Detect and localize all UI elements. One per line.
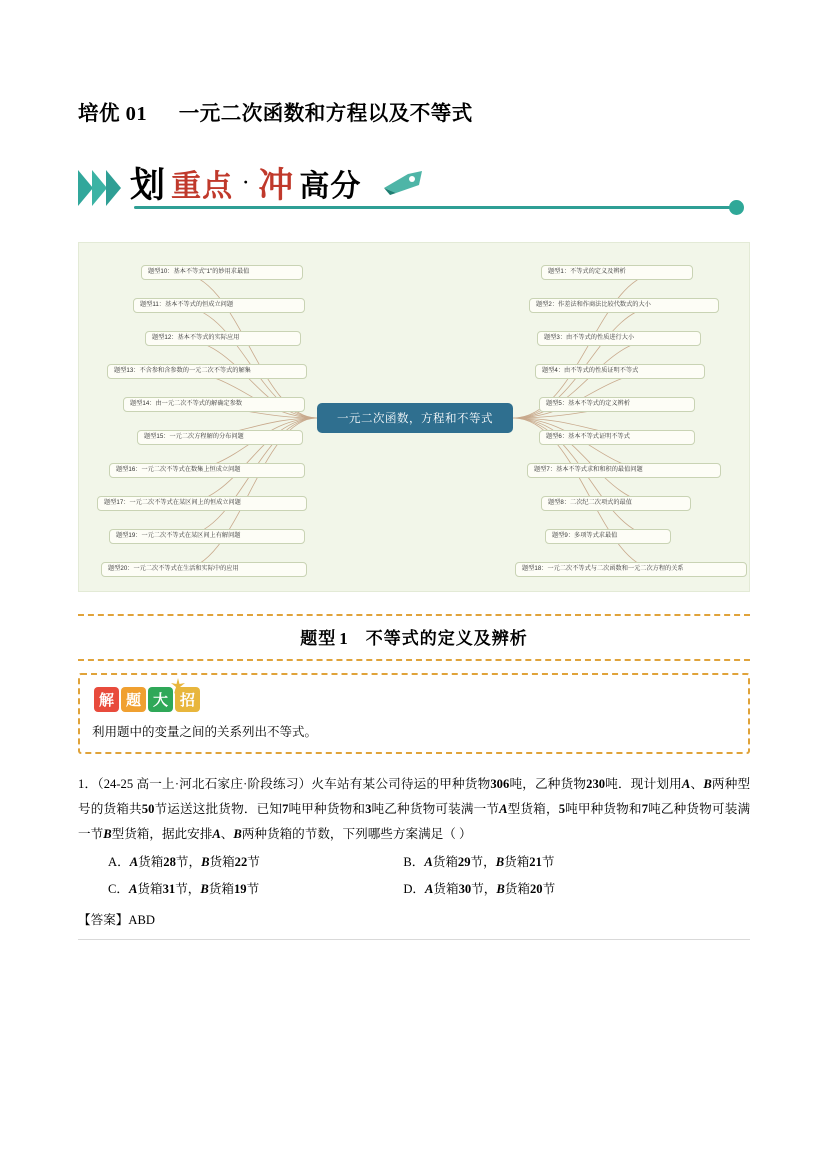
question-text-10: 吨甲种货物和 bbox=[565, 801, 642, 816]
tip-badge-char-3: 大 bbox=[148, 687, 173, 712]
question-text-5: 两种型号的货箱共 bbox=[78, 776, 751, 816]
question-var-a-3: A bbox=[212, 827, 221, 842]
option-a-num1: 28 bbox=[163, 855, 176, 870]
question-source: （24-25 高一上·河北石家庄·阶段练习） bbox=[97, 776, 312, 791]
option-b-tag: B． bbox=[403, 855, 425, 870]
question-num-306: 306 bbox=[490, 776, 510, 791]
option-b-mid1: 货箱 bbox=[432, 855, 458, 870]
section-name: 不等式的定义及辨析 bbox=[365, 629, 528, 648]
option-a-num2: 22 bbox=[234, 855, 248, 870]
question-text-6: 节运送这批货物．已知 bbox=[154, 801, 283, 816]
banner-word-3: 冲 bbox=[258, 165, 295, 206]
options-list bbox=[78, 849, 750, 902]
mindmap-node-right-8: 题型8：二次纪二次项式的最值 bbox=[541, 496, 691, 511]
title-label: 培优 01 bbox=[78, 103, 148, 125]
option-row bbox=[78, 876, 750, 902]
mindmap-node-right-1: 题型1：不等式的定义及辨析 bbox=[541, 265, 693, 280]
mindmap-center-node: 一元二次函数，方程和不等式 bbox=[317, 403, 513, 433]
option-c-var2: B bbox=[200, 881, 209, 896]
question-var-a-1: A bbox=[681, 776, 691, 791]
tip-badge-char-2: 题 bbox=[121, 687, 146, 712]
mindmap-node-left-7: 题型16：一元二次不等式在数集上恒成立问题 bbox=[109, 463, 305, 478]
option-c-mid2: 货箱 bbox=[208, 881, 234, 896]
option-c-num1: 31 bbox=[162, 881, 176, 896]
option-d-num2: 20 bbox=[529, 881, 543, 896]
option-d[interactable] bbox=[403, 876, 698, 902]
banner-word-2: 重点 bbox=[171, 169, 234, 204]
mindmap-node-right-10: 题型18：一元二次不等式与二次函数和一元二次方程的关系 bbox=[515, 562, 747, 577]
tip-text: 利用题中的变量之间的关系列出不等式。 bbox=[92, 725, 318, 739]
question-var-b-3: B bbox=[233, 827, 242, 842]
mindmap-node-left-2: 题型11：基本不等式的恒成立问题 bbox=[133, 298, 305, 313]
question-num-230: 230 bbox=[586, 776, 606, 791]
mindmap-node-right-2: 题型2：作差法和作商法比较代数式的大小 bbox=[529, 298, 719, 313]
option-a-unit2: 节 bbox=[247, 855, 260, 870]
question-num-5: 5 bbox=[558, 801, 565, 816]
mindmap-node-right-9: 题型9：多项等式求最值 bbox=[545, 529, 671, 544]
option-d-num1: 30 bbox=[458, 881, 472, 896]
option-c-tag: C． bbox=[108, 881, 129, 896]
decorative-banner bbox=[78, 154, 750, 220]
option-b-mid2: 货箱 bbox=[504, 855, 530, 870]
option-d-var1: A bbox=[425, 881, 434, 896]
option-a-unit1: 节， bbox=[175, 855, 202, 870]
option-a-tag: A． bbox=[108, 855, 130, 870]
question-var-a-2: A bbox=[499, 801, 508, 816]
question-num-50: 50 bbox=[141, 801, 155, 816]
question-text-2: 吨，乙种货物 bbox=[509, 776, 587, 791]
mindmap-node-right-7: 题型7：基本不等式求和和积的最值问题 bbox=[527, 463, 721, 478]
mindmap-node-right-5: 题型5：基本不等式的定义辨析 bbox=[539, 397, 695, 412]
mindmap-node-left-6: 题型15：一元二次方程解的分布问题 bbox=[137, 430, 303, 445]
banner-underline bbox=[134, 206, 734, 209]
page-title bbox=[78, 96, 750, 126]
question-index: 1． bbox=[78, 776, 98, 791]
mindmap-node-left-9: 题型19：一元二次不等式在某区间上有解问题 bbox=[109, 529, 305, 544]
option-b-var1: A bbox=[424, 855, 433, 870]
banner-word-1: 划 bbox=[130, 165, 167, 206]
option-b[interactable] bbox=[403, 849, 698, 875]
option-b-num1: 29 bbox=[457, 855, 471, 870]
chevron-right-icon bbox=[78, 170, 124, 206]
option-a-var2: B bbox=[201, 855, 210, 870]
question-num-3: 3 bbox=[365, 801, 372, 816]
question-text-4: 、 bbox=[690, 776, 704, 791]
option-a-mid1: 货箱 bbox=[138, 855, 164, 870]
mindmap-node-left-8: 题型17：一元二次不等式在某区间上的恒成立问题 bbox=[97, 496, 307, 511]
answer-label: 【答案】 bbox=[78, 913, 129, 928]
banner-word-4: 高分 bbox=[299, 169, 362, 204]
question-text-8: 吨乙种货物可装满一节 bbox=[371, 801, 500, 816]
question-text-7: 吨甲种货物和 bbox=[288, 801, 366, 816]
banner-dot: · bbox=[242, 170, 250, 196]
answer-value: ABD bbox=[128, 913, 155, 928]
tip-badge-char-1: 解 bbox=[94, 687, 119, 712]
mindmap-node-left-10: 题型20：一元二次不等式在生活和实际中的应用 bbox=[101, 562, 307, 577]
option-a[interactable] bbox=[108, 849, 403, 875]
title-main: 一元二次函数和方程以及不等式 bbox=[178, 103, 473, 125]
section-number: 1 bbox=[339, 629, 349, 648]
option-c[interactable] bbox=[108, 876, 403, 902]
question-text-13: 、 bbox=[220, 827, 234, 842]
question-text-11: 吨乙种货物可装满一节 bbox=[78, 801, 751, 842]
section-label: 题型 bbox=[300, 629, 337, 648]
option-d-unit2: 节 bbox=[542, 881, 556, 896]
mindmap-node-left-3: 题型12：基本不等式的实际应用 bbox=[145, 331, 301, 346]
mindmap-node-right-3: 题型3：由不等式的性质进行大小 bbox=[537, 331, 701, 346]
option-a-mid2: 货箱 bbox=[209, 855, 235, 870]
question-var-b-2: B bbox=[103, 827, 112, 842]
answer-line bbox=[78, 908, 750, 933]
sparkle-icon bbox=[168, 678, 188, 694]
option-b-unit2: 节 bbox=[541, 855, 555, 870]
option-b-num2: 21 bbox=[529, 855, 542, 870]
option-c-num2: 19 bbox=[233, 881, 247, 896]
rocket-icon bbox=[378, 168, 428, 196]
question-text-1: 火车站有某公司待运的甲种货物 bbox=[311, 776, 491, 791]
question-block bbox=[78, 772, 750, 941]
section-heading bbox=[78, 614, 750, 661]
option-d-unit1: 节， bbox=[471, 881, 497, 896]
option-a-var1: A bbox=[129, 855, 139, 870]
mindmap-node-right-6: 题型6：基本不等式证明不等式 bbox=[539, 430, 695, 445]
tip-badge bbox=[92, 685, 736, 719]
question-text-12: 型货箱，据此安排 bbox=[111, 827, 213, 842]
question-var-b-1: B bbox=[703, 776, 712, 791]
mindmap-node-left-1: 题型10：基本不等式"1"的妙用求最值 bbox=[141, 265, 303, 280]
section-divider bbox=[78, 939, 750, 940]
option-d-mid2: 货箱 bbox=[504, 881, 530, 896]
option-b-var2: B bbox=[495, 855, 505, 870]
question-num-7b: 7 bbox=[641, 801, 648, 816]
option-row bbox=[78, 849, 750, 875]
banner-dot-marker bbox=[729, 200, 744, 215]
mindmap-node-left-4: 题型13：不含参和含参数的一元二次不等式的解集 bbox=[107, 364, 307, 379]
option-b-unit1: 节， bbox=[470, 855, 496, 870]
option-c-mid1: 货箱 bbox=[137, 881, 163, 896]
option-d-var2: B bbox=[496, 881, 505, 896]
option-d-tag: D． bbox=[403, 881, 426, 896]
tip-badge-char-4: 招 bbox=[175, 687, 200, 712]
question-text-9: 型货箱， bbox=[507, 801, 559, 816]
tip-box bbox=[78, 673, 750, 754]
mindmap-node-left-5: 题型14：由一元二次不等式的解确定参数 bbox=[123, 397, 305, 412]
option-d-mid1: 货箱 bbox=[433, 881, 459, 896]
mindmap-figure bbox=[78, 242, 750, 592]
question-text-14: 两种货箱的节数，下列哪些方案满足（ ） bbox=[241, 827, 472, 842]
mindmap-node-right-4: 题型4：由不等式的性质证明不等式 bbox=[535, 364, 705, 379]
banner-text bbox=[130, 158, 361, 208]
question-num-7a: 7 bbox=[282, 801, 289, 816]
document-content bbox=[78, 0, 750, 940]
option-c-var1: A bbox=[129, 881, 138, 896]
question-text-3: 吨．现计划用 bbox=[605, 776, 682, 791]
option-c-unit1: 节， bbox=[175, 881, 201, 896]
option-c-unit2: 节 bbox=[246, 881, 260, 896]
